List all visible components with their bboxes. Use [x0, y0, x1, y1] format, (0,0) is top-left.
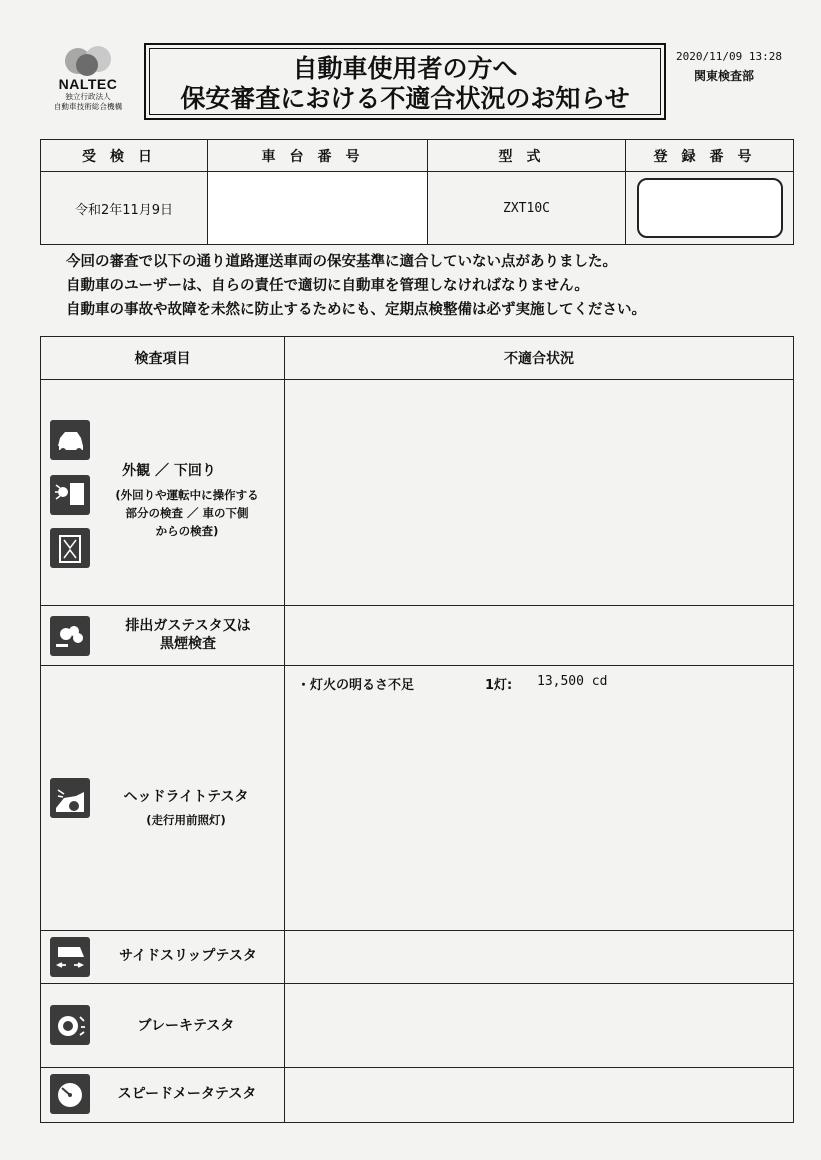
- model-code: ZXT10C: [428, 172, 626, 245]
- logo-org-line2: 自動車技術総合機構: [53, 102, 123, 111]
- header-inspection-date: 受検日: [41, 140, 208, 172]
- logo-org-line1: 独立行政法人: [65, 92, 111, 101]
- finding-detail: 1灯:: [485, 678, 513, 693]
- item-label: サイドスリップテスタ: [119, 948, 257, 964]
- header-model: 型式: [428, 140, 626, 172]
- item-note-line3: からの検査): [155, 524, 219, 538]
- table-row: [41, 931, 794, 984]
- item-exterior-underbody: [41, 380, 285, 606]
- logo-brand: NALTEC: [58, 76, 118, 92]
- status-brake: [285, 984, 794, 1068]
- speedometer-icon: [50, 1074, 90, 1114]
- car-front-icon: [50, 420, 90, 460]
- headlight-icon: [50, 778, 90, 818]
- item-headlight: [41, 666, 285, 931]
- title-box: [144, 43, 666, 120]
- naltec-logo: [38, 42, 138, 126]
- brake-icon: [50, 1005, 90, 1045]
- header-nonconformity: 不適合状況: [285, 337, 794, 380]
- exhaust-icon: [50, 616, 90, 656]
- table-row: [41, 380, 794, 606]
- header-registration-number: 登録番号: [626, 140, 794, 172]
- header-inspection-item: 検査項目: [41, 337, 285, 380]
- title-line1: 自動車使用者の方へ: [292, 54, 518, 83]
- finding-value: 13,500 cd: [537, 674, 608, 689]
- status-side-slip: [285, 931, 794, 984]
- item-label: 外観 ／ 下回り: [122, 463, 216, 479]
- status-exhaust-gas: [285, 606, 794, 666]
- branch-office: 関東検査部: [694, 69, 755, 83]
- timestamp: 2020/11/09 13:28: [676, 50, 782, 63]
- nonconformity-table: [40, 336, 794, 1123]
- title-line2: 保安審査における不適合状況のお知らせ: [180, 84, 630, 113]
- inspection-date: 令和2年11月9日: [41, 172, 208, 245]
- table-row: [41, 1068, 794, 1123]
- notice-line-1: 今回の審査で以下の通り道路運送車両の保安基準に適合していない点がありました。: [66, 254, 617, 270]
- car-light-icon: [50, 475, 90, 515]
- item-note-line1: (外回りや運転中に操作する: [115, 488, 259, 502]
- item-speedometer: [41, 1068, 285, 1123]
- side-slip-icon: [50, 937, 90, 977]
- item-side-slip: [41, 931, 285, 984]
- item-brake: [41, 984, 285, 1068]
- item-label: スピードメータテスタ: [117, 1086, 257, 1102]
- header-chassis-number: 車台番号: [208, 140, 428, 172]
- chassis-number: [208, 172, 428, 245]
- item-label: ブレーキテスタ: [137, 1018, 235, 1034]
- finding-item: ・灯火の明るさ不足: [297, 678, 415, 693]
- table-row: [41, 606, 794, 666]
- notice-line-2: 自動車のユーザーは、自らの責任で適切に自動車を管理しなければなりません。: [66, 278, 589, 294]
- table-row: [41, 666, 794, 931]
- chassis-icon: [50, 528, 90, 568]
- item-label-line2: 黒煙検査: [160, 636, 216, 652]
- item-label-line1: 排出ガステスタ又は: [125, 618, 251, 634]
- status-exterior-underbody: [285, 380, 794, 606]
- notice-text: [66, 250, 646, 322]
- item-note: (走行用前照灯): [146, 813, 226, 827]
- inspection-info-table: [40, 139, 794, 245]
- registration-number: [637, 178, 783, 238]
- item-note-line2: 部分の検査 ／ 車の下側: [125, 506, 249, 520]
- table-row: [41, 984, 794, 1068]
- status-speedometer: [285, 1068, 794, 1123]
- status-headlight: [285, 666, 794, 931]
- item-exhaust-gas: [41, 606, 285, 666]
- registration-number-cell: [626, 172, 794, 245]
- notice-line-3: 自動車の事故や故障を未然に防止するためにも、定期点検整備は必ず実施してください。: [66, 302, 646, 318]
- logo-mark-icon: [59, 44, 117, 78]
- item-label: ヘッドライトテスタ: [123, 789, 249, 805]
